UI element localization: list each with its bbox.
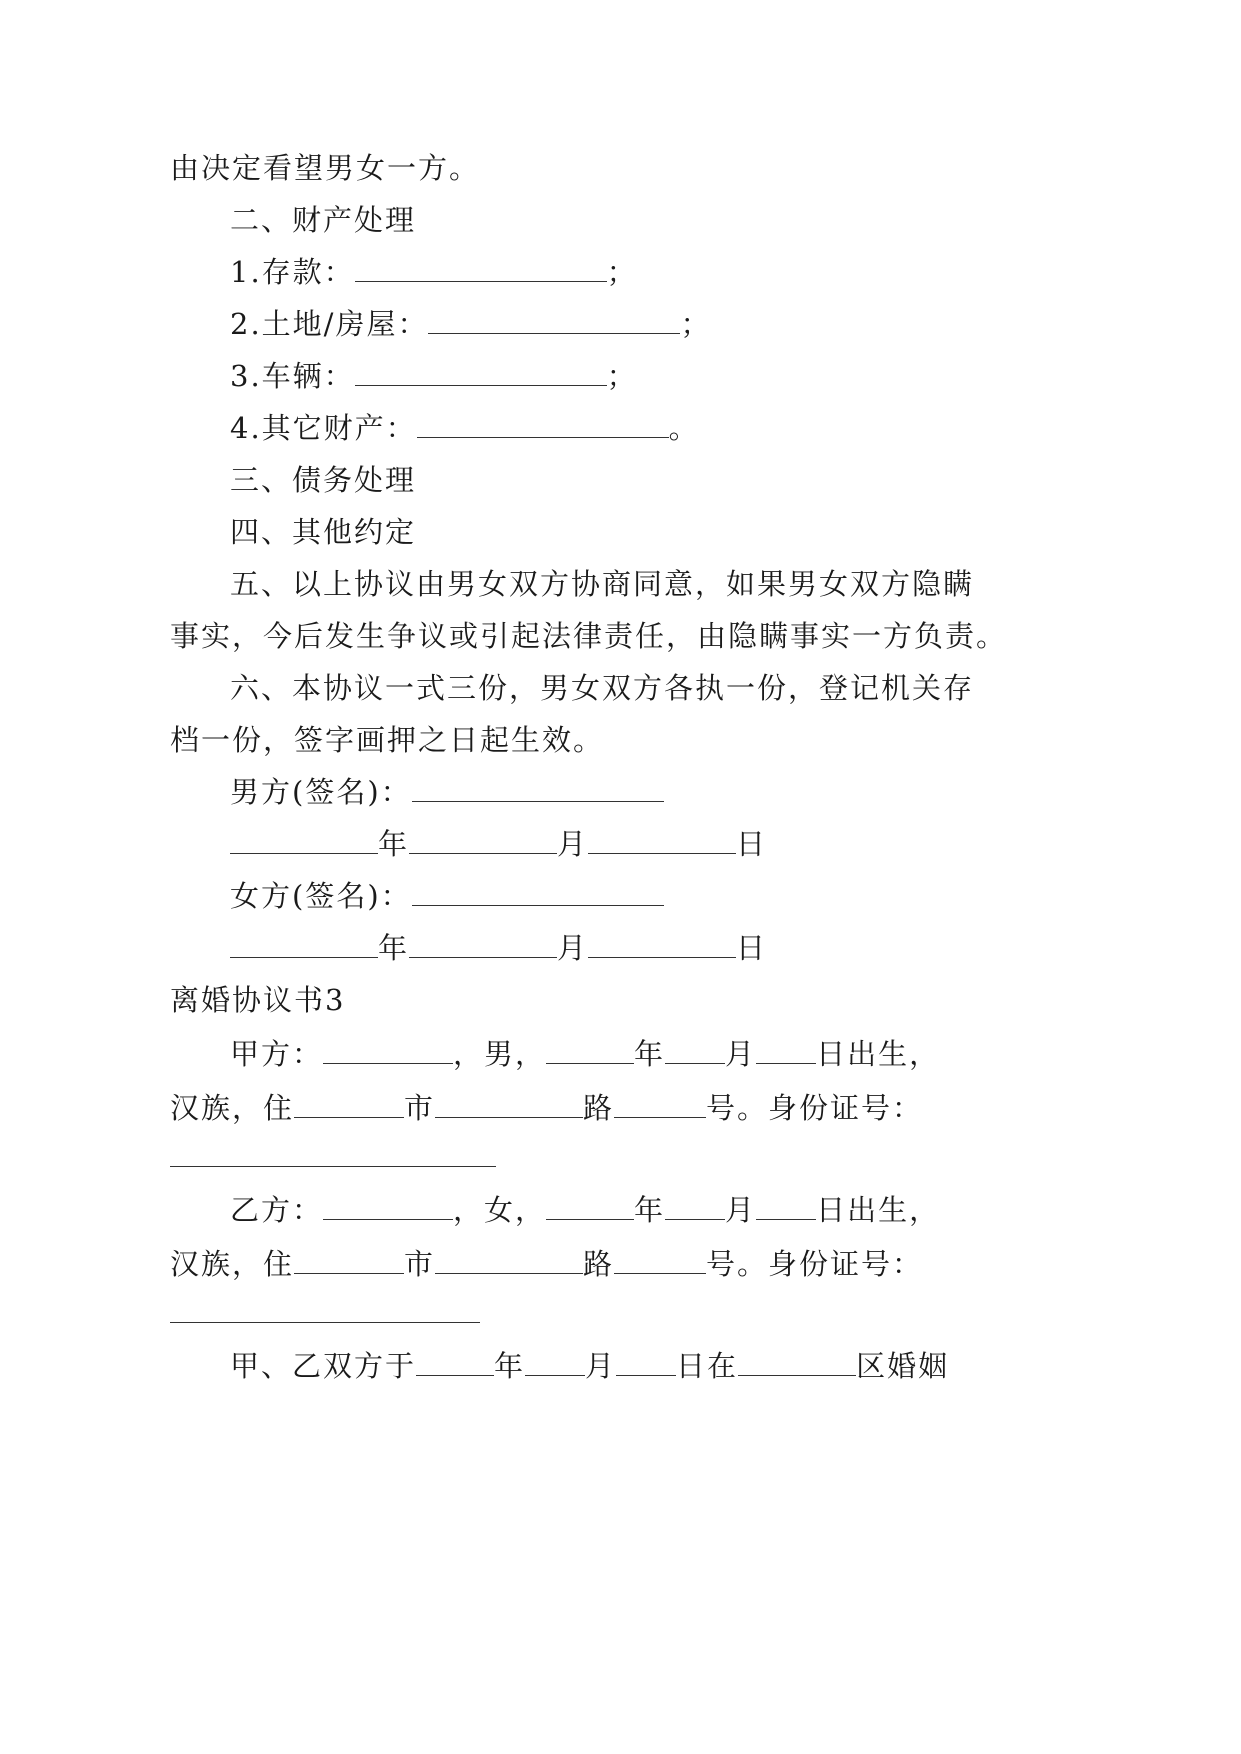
birth-day-blank[interactable] xyxy=(756,1199,816,1220)
vehicle-label: 3.车辆： xyxy=(230,359,355,393)
birth-month-blank[interactable] xyxy=(665,1043,725,1064)
month-blank[interactable] xyxy=(409,937,557,958)
id-label: 号。身份证号： xyxy=(706,1247,924,1281)
month-label: 月 xyxy=(585,1349,617,1383)
month-label: 月 xyxy=(557,827,589,861)
birth-year-blank[interactable] xyxy=(546,1043,634,1064)
deposit-line xyxy=(230,254,638,290)
marriage-month-blank[interactable] xyxy=(525,1355,585,1376)
female-date-line xyxy=(230,930,767,966)
male-signature-label: 男方(签名)： xyxy=(230,775,412,809)
paragraph-line: 五、以上协议由男女双方协商同意，如果男女双方隐瞒 xyxy=(230,567,975,601)
year-label: 年 xyxy=(378,827,410,861)
party-a-id-blank[interactable] xyxy=(170,1166,496,1167)
other-property-blank[interactable] xyxy=(417,417,669,438)
party-a-label: 甲方： xyxy=(230,1037,324,1071)
paragraph-line: 档一份，签字画押之日起生效。 xyxy=(170,723,605,757)
month-label: 月 xyxy=(725,1193,757,1227)
birth-text: 日出生， xyxy=(816,1037,941,1071)
gender-text: ，女， xyxy=(453,1193,547,1227)
female-signature-line xyxy=(230,878,664,914)
male-signature-blank[interactable] xyxy=(412,781,664,802)
punct: ； xyxy=(606,255,638,289)
land-house-label: 2.土地/房屋： xyxy=(230,307,429,341)
year-label: 年 xyxy=(494,1349,526,1383)
birth-text: 日出生， xyxy=(816,1193,941,1227)
party-b-name-blank[interactable] xyxy=(323,1199,453,1220)
year-label: 年 xyxy=(378,931,410,965)
number-blank[interactable] xyxy=(614,1253,706,1274)
id-label: 号。身份证号： xyxy=(706,1091,924,1125)
month-blank[interactable] xyxy=(409,833,557,854)
marriage-day-blank[interactable] xyxy=(616,1355,676,1376)
day-blank[interactable] xyxy=(588,833,736,854)
city-blank[interactable] xyxy=(294,1097,404,1118)
land-house-line xyxy=(230,306,711,342)
male-signature-line xyxy=(230,774,664,810)
day-blank[interactable] xyxy=(588,937,736,958)
other-property-line xyxy=(230,410,700,446)
section-heading: 二、财产处理 xyxy=(230,203,417,237)
deposit-label: 1.存款： xyxy=(230,255,355,289)
year-blank[interactable] xyxy=(230,937,378,958)
city-blank[interactable] xyxy=(294,1253,404,1274)
month-label: 月 xyxy=(725,1037,757,1071)
party-a-name-blank[interactable] xyxy=(323,1043,453,1064)
year-blank[interactable] xyxy=(230,833,378,854)
female-signature-label: 女方(签名)： xyxy=(230,879,412,913)
city-label: 市 xyxy=(404,1091,436,1125)
vehicle-line xyxy=(230,358,638,394)
document-title: 离婚协议书3 xyxy=(170,983,346,1017)
both-parties-text: 甲、乙双方于 xyxy=(230,1349,417,1383)
female-signature-blank[interactable] xyxy=(412,885,664,906)
party-a-line-1 xyxy=(230,1036,940,1072)
marriage-year-blank[interactable] xyxy=(416,1355,494,1376)
gender-text: ，男， xyxy=(453,1037,547,1071)
party-b-line-1 xyxy=(230,1192,940,1228)
party-b-id-blank[interactable] xyxy=(170,1322,480,1323)
date-at-text: 日在 xyxy=(676,1349,739,1383)
paragraph-line: 六、本协议一式三份，男女双方各执一份，登记机关存 xyxy=(230,671,975,705)
party-b-label: 乙方： xyxy=(230,1193,324,1227)
ethnicity-address-text: 汉族，住 xyxy=(170,1091,295,1125)
section-heading: 三、债务处理 xyxy=(230,463,417,497)
male-date-line xyxy=(230,826,767,862)
deposit-blank[interactable] xyxy=(355,261,607,282)
road-blank[interactable] xyxy=(435,1253,583,1274)
marriage-registration-line xyxy=(230,1348,949,1384)
year-label: 年 xyxy=(634,1193,666,1227)
district-marriage-text: 区婚姻 xyxy=(856,1349,950,1383)
other-property-label: 4.其它财产： xyxy=(230,411,417,445)
party-a-line-2 xyxy=(170,1090,923,1126)
number-blank[interactable] xyxy=(614,1097,706,1118)
birth-month-blank[interactable] xyxy=(665,1199,725,1220)
section-heading: 四、其他约定 xyxy=(230,515,417,549)
text-line: 由决定看望男女一方。 xyxy=(170,151,481,185)
party-b-line-2 xyxy=(170,1246,923,1282)
birth-day-blank[interactable] xyxy=(756,1043,816,1064)
vehicle-blank[interactable] xyxy=(355,365,607,386)
road-blank[interactable] xyxy=(435,1097,583,1118)
punct: 。 xyxy=(668,411,700,445)
day-label: 日 xyxy=(736,931,768,965)
road-label: 路 xyxy=(583,1247,615,1281)
month-label: 月 xyxy=(557,931,589,965)
road-label: 路 xyxy=(583,1091,615,1125)
district-blank[interactable] xyxy=(738,1355,856,1376)
birth-year-blank[interactable] xyxy=(546,1199,634,1220)
punct: ； xyxy=(680,307,712,341)
land-house-blank[interactable] xyxy=(428,313,680,334)
punct: ； xyxy=(606,359,638,393)
year-label: 年 xyxy=(634,1037,666,1071)
day-label: 日 xyxy=(736,827,768,861)
paragraph-line: 事实，今后发生争议或引起法律责任，由隐瞒事实一方负责。 xyxy=(170,619,1008,653)
city-label: 市 xyxy=(404,1247,436,1281)
ethnicity-address-text: 汉族，住 xyxy=(170,1247,295,1281)
